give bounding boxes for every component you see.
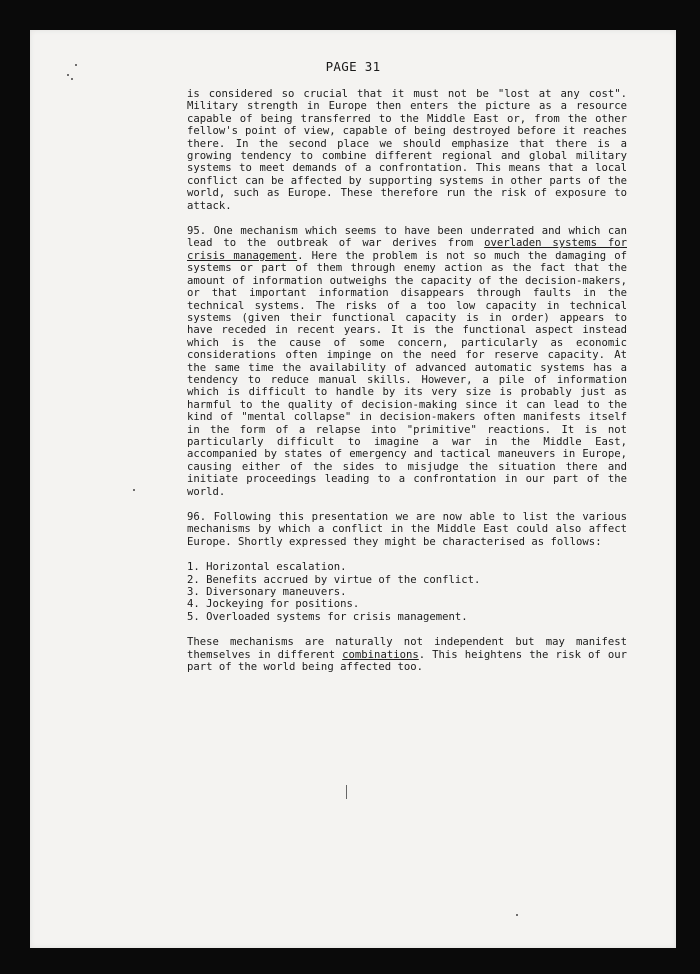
list-item: 2. Benefits accrued by virtue of the conflict. [187, 573, 481, 586]
paragraph-conclusion [187, 636, 627, 673]
scan-speck [71, 78, 73, 80]
paragraph-95 [187, 225, 627, 498]
scan-speck [75, 64, 77, 66]
scan-speck [516, 914, 518, 916]
underlined-word-combinations: combinations [342, 648, 419, 661]
paragraph-conclusion-text-start: These mechanisms are naturally not independent but may manifest themselves in different [187, 636, 627, 661]
list-item: 4. Jockeying for positions. [187, 598, 360, 611]
page-number: PAGE 31 [325, 59, 381, 74]
scan-speck [133, 489, 135, 491]
document-page [30, 30, 676, 948]
underlined-phrase-overladen-systems: overladen systems for crisis management [187, 237, 628, 262]
scan-speck [67, 74, 69, 76]
list-item: 3. Diversonary maneuvers. [187, 586, 347, 599]
paragraph-conclusion-text-end: . This heightens the risk of our part of the world being affected too. [187, 648, 627, 674]
mechanisms-list [187, 561, 627, 623]
document-body [187, 88, 627, 686]
paragraph-intro: is considered so crucial that it must not be "lost at any cost". Military strength in Europe then enters the picture as a resource capable of being transferred to the Middle East or, from the other fellow's point of view, capable of being destroyed before it reaches there. In the second place we should emphasize that there is a growing tendency to combine different regional and global military systems to meet demands of a confrontation. This means that a local conflict can be affected by supporting systems in other parts of the world, such as Europe. These therefore run the risk of exposure to attack. [187, 88, 627, 212]
scan-mark [346, 785, 347, 799]
list-item: 1. Horizontal escalation. [187, 561, 347, 574]
paragraph-95-text-end: . Here the problem is not so much the damaging of systems or part of them through enemy action as the fact that the amount of information outweighs the capacity of the decision-makers, or that important information disappears through faults in the technical systems. The risks of a too low capacity in technical systems (given their functional capacity is in order) appears to have receded in recent years. It is the functional aspect instead which is the cause of some concern, particularly as economic considerations often impinge on the need for reserve capacity. At the same time the availability of advanced automatic systems has a tendency to reduce manual skills. However, a pile of information which is difficult to handle by its very size is probably just as harmful to the quality of decision-making since it can lead to the kind of "mental collapse" in decision-makers often manifests itself in the form of a relapse into "primitive" reactions. It is not particularly difficult to imagine a war in the Middle East, accompanied by states of emergency and tactical maneuvers in Europe, causing either of the sides to misjudge the situation there and initiate proceedings leading to a confrontation in our part of the world. [187, 249, 627, 498]
paragraph-95-text-start: 95. One mechanism which seems to have been underrated and which can lead to the outbreak of war derives from [187, 225, 627, 250]
list-item: 5. Overloaded systems for crisis management. [187, 610, 468, 623]
paragraph-96: 96. Following this presentation we are now able to list the various mechanisms by which a conflict in the Middle East could also affect Europe. Shortly expressed they might be characterised as follows: [187, 511, 627, 548]
